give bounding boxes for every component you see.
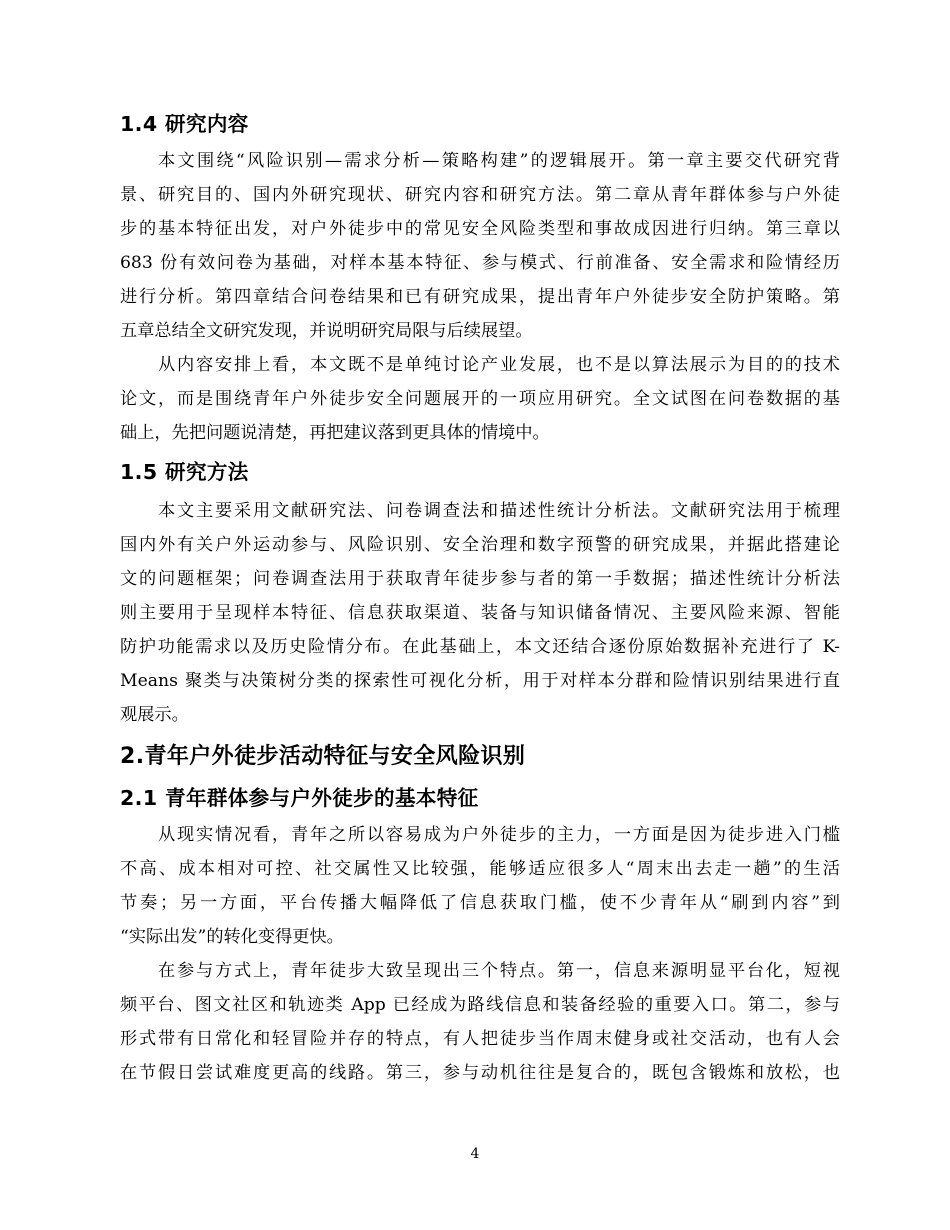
text-line: 步的基本特征出发，对户外徒步中的常见安全风险类型和事故成因进行归纳。第三章以 — [120, 219, 840, 239]
section-heading-1-5: 1.5 研究方法 — [120, 460, 249, 484]
text-line: 观展示。 — [120, 705, 189, 725]
text-line: Means 聚类与决策树分类的探索性可视化分析，用于对样本分群和险情识别结果进行直 — [120, 671, 840, 691]
text-line: 频平台、图文社区和轨迹类 App 已经成为路线信息和装备经验的重要入口。第二，参与 — [120, 995, 840, 1015]
text-line: 则主要用于呈现样本特征、信息获取渠道、装备与知识储备情况、主要风险来源、智能 — [120, 603, 840, 623]
text-line: 节奏；另一方面，平台传播大幅降低了信息获取门槛，使不少青年从“刷到内容”到 — [120, 893, 840, 913]
text-line: 683 份有效问卷为基础，对样本基本特征、参与模式、行前准备、安全需求和险情经历 — [120, 253, 840, 273]
text-line: 进行分析。第四章结合问卷结果和已有研究成果，提出青年户外徒步安全防护策略。第 — [120, 287, 840, 307]
text-line: 从现实情况看，青年之所以容易成为户外徒步的主力，一方面是因为徒步进入门槛 — [158, 825, 840, 845]
text-line: 文的问题框架；问卷调查法用于获取青年徒步参与者的第一手数据；描述性统计分析法 — [120, 569, 840, 589]
text-line: 国内外有关户外运动参与、风险识别、安全治理和数字预警的研究成果，并据此搭建论 — [120, 535, 840, 555]
text-line: 防护功能需求以及历史险情分布。在此基础上，本文还结合逐份原始数据补充进行了 K- — [120, 637, 840, 657]
chapter-heading-2: 2.青年户外徒步活动特征与安全风险识别 — [120, 744, 526, 769]
section-heading-1-4: 1.4 研究内容 — [120, 112, 249, 136]
text-line: 在参与方式上，青年徒步大致呈现出三个特点。第一，信息来源明显平台化，短视 — [158, 961, 840, 981]
text-line: 本文围绕“风险识别—需求分析—策略构建”的逻辑展开。第一章主要交代研究背 — [158, 151, 840, 171]
text-line: 础上，先把问题说清楚，再把建议落到更具体的情境中。 — [120, 423, 550, 443]
text-line: 不高、成本相对可控、社交属性又比较强，能够适应很多人“周末出去走一趟”的生活 — [120, 859, 840, 879]
section-heading-2-1: 2.1 青年群体参与户外徒步的基本特征 — [120, 786, 479, 810]
text-line: 从内容安排上看，本文既不是单纯讨论产业发展，也不是以算法展示为目的的技术 — [158, 355, 840, 375]
text-line: 论文，而是围绕青年户外徒步安全问题展开的一项应用研究。全文试图在问卷数据的基 — [120, 389, 840, 409]
text-line: 本文主要采用文献研究法、问卷调查法和描述性统计分析法。文献研究法用于梳理 — [158, 501, 840, 521]
text-line: 在节假日尝试难度更高的线路。第三，参与动机往往是复合的，既包含锻炼和放松，也 — [120, 1063, 840, 1083]
text-line: “实际出发”的转化变得更快。 — [120, 927, 344, 947]
text-line: 形式带有日常化和轻冒险并存的特点，有人把徒步当作周末健身或社交活动，也有人会 — [120, 1029, 840, 1049]
page-number: 4 — [470, 1146, 480, 1162]
text-line: 五章总结全文研究发现，并说明研究局限与后续展望。 — [120, 321, 533, 341]
text-line: 景、研究目的、国内外研究现状、研究内容和研究方法。第二章从青年群体参与户外徒 — [120, 185, 840, 205]
